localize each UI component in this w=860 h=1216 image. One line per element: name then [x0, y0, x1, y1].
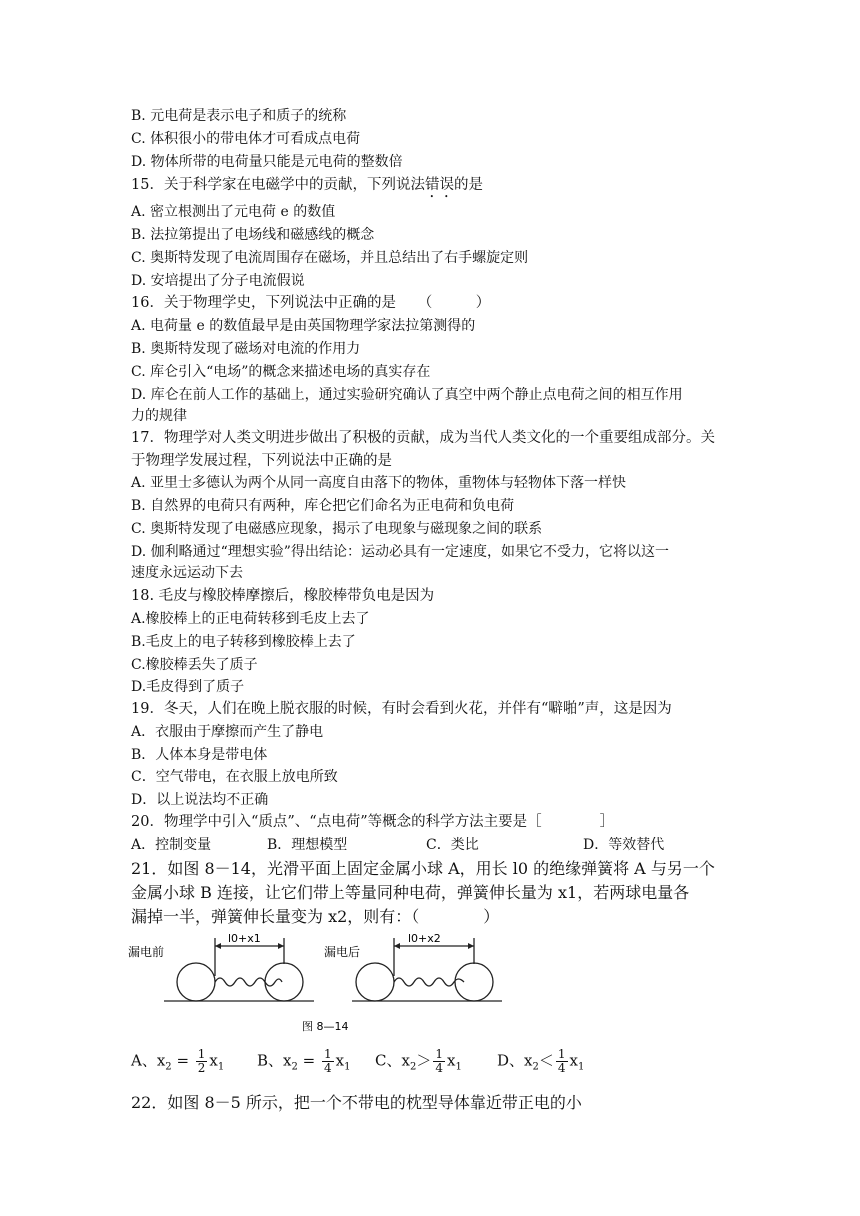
q16-stem: 16．关于物理学史，下列说法中正确的是 （ ）: [131, 295, 491, 311]
q21-stem-line2: 金属小球 B 连接，让它们带上等量同种电荷，弹簧伸长量为 x1，若两球电量各: [131, 883, 690, 902]
q15-option-a: A. 密立根测出了元电荷 e 的数值: [131, 204, 336, 220]
subscript: 2: [532, 1061, 539, 1073]
numerator: 1: [197, 1047, 206, 1061]
q22-stem-line1: 22．如图 8－5 所示，把一个不带电的枕型导体靠近带正电的小: [131, 1093, 582, 1112]
fraction: [322, 1048, 334, 1075]
q17-option-b: B. 自然界的电荷只有两种，库仑把它们命名为正电荷和负电荷: [131, 498, 515, 514]
option-prefix: C、x: [375, 1051, 410, 1070]
subscript: 1: [455, 1061, 462, 1073]
q21-option-b: B、$x_2$ = $\frac{1}{4}$ $x_1$: [257, 1047, 351, 1075]
subscript: 2: [409, 1061, 417, 1073]
arrow-head: [278, 943, 284, 949]
q20-option-a: A．控制变量: [131, 837, 212, 853]
label-before-leak: 漏电前: [128, 945, 165, 959]
dim-label-right: l0+x2: [408, 932, 441, 945]
fraction: [196, 1048, 208, 1075]
denominator: 4: [557, 1061, 566, 1075]
subscript: 1: [217, 1061, 225, 1073]
ball-b-right: [455, 963, 493, 1001]
fraction: [556, 1048, 568, 1075]
q19-option-a: A．衣服由于摩擦而产生了静电: [131, 724, 324, 740]
subscript: 2: [291, 1061, 298, 1073]
fraction: [433, 1048, 445, 1075]
q16-option-c: C. 库仑引入“电场”的概念来描述电场的真实存在: [131, 364, 431, 380]
relation: =: [171, 1051, 194, 1070]
numerator: 1: [323, 1047, 332, 1061]
subscript: 1: [578, 1061, 585, 1073]
spring-left: [215, 978, 282, 986]
q19-option-c: C．空气带电，在衣服上放电所致: [131, 769, 338, 785]
q15-option-d: D. 安培提出了分子电流假说: [131, 273, 305, 289]
ball-a-left: [177, 963, 215, 1001]
q17-option-a: A. 亚里士多德认为两个从同一高度自由落下的物体，重物体与轻物体下落一样快: [131, 475, 627, 491]
figure-caption: 图 8—14: [302, 1020, 349, 1033]
q21-option-c: C、$x_2>$ $\frac{1}{4}$ $x_1$: [375, 1047, 462, 1075]
q17-stem-line2: 于物理学发展过程，下列说法中正确的是: [131, 453, 392, 469]
numerator: 1: [557, 1047, 566, 1061]
q21-stem-line3: 漏掉一半，弹簧伸长量变为 x2，则有：（ ）: [131, 907, 500, 926]
relation: ＜: [538, 1051, 554, 1070]
q15-option-c: C. 奥斯特发现了电流周围存在磁场，并且总结出了右手螺旋定则: [131, 250, 529, 266]
q19-option-b: B．人体本身是带电体: [131, 747, 268, 763]
q14-option-b: B. 元电荷是表示电子和质子的统称: [131, 108, 347, 124]
q15-stem-emphasis: 错误: [424, 177, 454, 193]
arrow-head: [215, 943, 221, 949]
q17-option-c: C. 奥斯特发现了电磁感应现象，揭示了电现象与磁现象之间的联系: [131, 521, 543, 537]
q16-option-a: A. 电荷量 e 的数值最早是由英国物理学家法拉第测得的: [131, 318, 476, 334]
q16-option-d-line2: 力的规律: [131, 408, 187, 424]
q20-option-b: B．理想模型: [267, 837, 348, 853]
relation: ＞: [416, 1051, 432, 1070]
numerator: 1: [435, 1047, 443, 1061]
figure-8-14: [124, 926, 524, 1036]
q18-option-c: C.橡胶棒丢失了质子: [131, 657, 258, 673]
denominator: 4: [323, 1061, 332, 1075]
q15-stem: [131, 175, 483, 201]
denominator: 2: [197, 1061, 206, 1075]
q15-stem-part: 的是: [453, 177, 483, 193]
q15-option-b: B. 法拉第提出了电场线和磁感线的概念: [131, 227, 375, 243]
subscript: 2: [165, 1061, 172, 1073]
q21-option-a: A、$x_2$ = $\frac{1}{2}$ $x_1$: [131, 1047, 225, 1075]
q20-option-c: C．类比: [426, 837, 479, 853]
q19-stem: 19．冬天，人们在晚上脱衣服的时候，有时会看到火花，并伴有“噼啪”声，这是因为: [131, 701, 672, 717]
q18-option-b: B.毛皮上的电子转移到橡胶棒上去了: [131, 634, 356, 650]
option-prefix: D、x: [497, 1051, 533, 1070]
dim-label-left: l0+x1: [228, 932, 261, 945]
label-after-leak: 漏电后: [324, 945, 361, 959]
q17-option-d-line1: D. 伽利略通过“理想实验”得出结论：运动必具有一定速度，如果它不受力，它将以这一: [131, 544, 669, 560]
q15-stem-part: 15．关于科学家在电磁学中的贡献，下列说法: [131, 177, 425, 193]
q14-option-c: C. 体积很小的带电体才可看成点电荷: [131, 131, 361, 147]
q16-option-b: B. 奥斯特发现了磁场对电流的作用力: [131, 341, 361, 357]
spring-right: [394, 978, 464, 986]
arrow-head: [394, 943, 400, 949]
option-prefix: A、x: [131, 1051, 166, 1070]
q21-option-d: D、$x_2<$ $\frac{1}{4}$ $x_1$: [497, 1047, 585, 1075]
q17-option-d-line2: 速度永远运动下去: [131, 565, 243, 581]
q20-option-d: D．等效替代: [583, 837, 665, 853]
ball-b-left: [265, 963, 303, 1001]
subscript: 1: [344, 1061, 351, 1073]
spring-diagram: [124, 926, 524, 1036]
q14-option-d: D. 物体所带的电荷量只能是元电荷的整数倍: [131, 154, 403, 170]
q16-option-d-line1: D. 库仑在前人工作的基础上，通过实验研究确认了真空中两个静止点电荷之间的相互作用: [131, 387, 683, 403]
option-prefix: B、x: [257, 1051, 292, 1070]
q20-stem: 20．物理学中引入“质点”、“点电荷”等概念的科学方法主要是［ ］: [131, 814, 615, 830]
denominator: 4: [435, 1061, 443, 1075]
q18-option-a: A.橡胶棒上的正电荷转移到毛皮上去了: [131, 611, 370, 627]
q19-option-d: D．以上说法均不正确: [131, 792, 269, 808]
ball-a-right: [356, 963, 394, 1001]
q21-stem-line1: 21．如图 8－14，光滑平面上固定金属小球 A，用长 l0 的绝缘弹簧将 A 与另一个: [131, 859, 715, 878]
relation: =: [297, 1051, 320, 1070]
arrow-head: [468, 943, 474, 949]
q17-stem-line1: 17．物理学对人类文明进步做出了积极的贡献，成为当代人类文化的一个重要组成部分。关: [131, 430, 715, 446]
q18-option-d: D.毛皮得到了质子: [131, 679, 245, 695]
q18-stem: 18. 毛皮与橡胶棒摩擦后，橡胶棒带负电是因为: [131, 588, 435, 604]
